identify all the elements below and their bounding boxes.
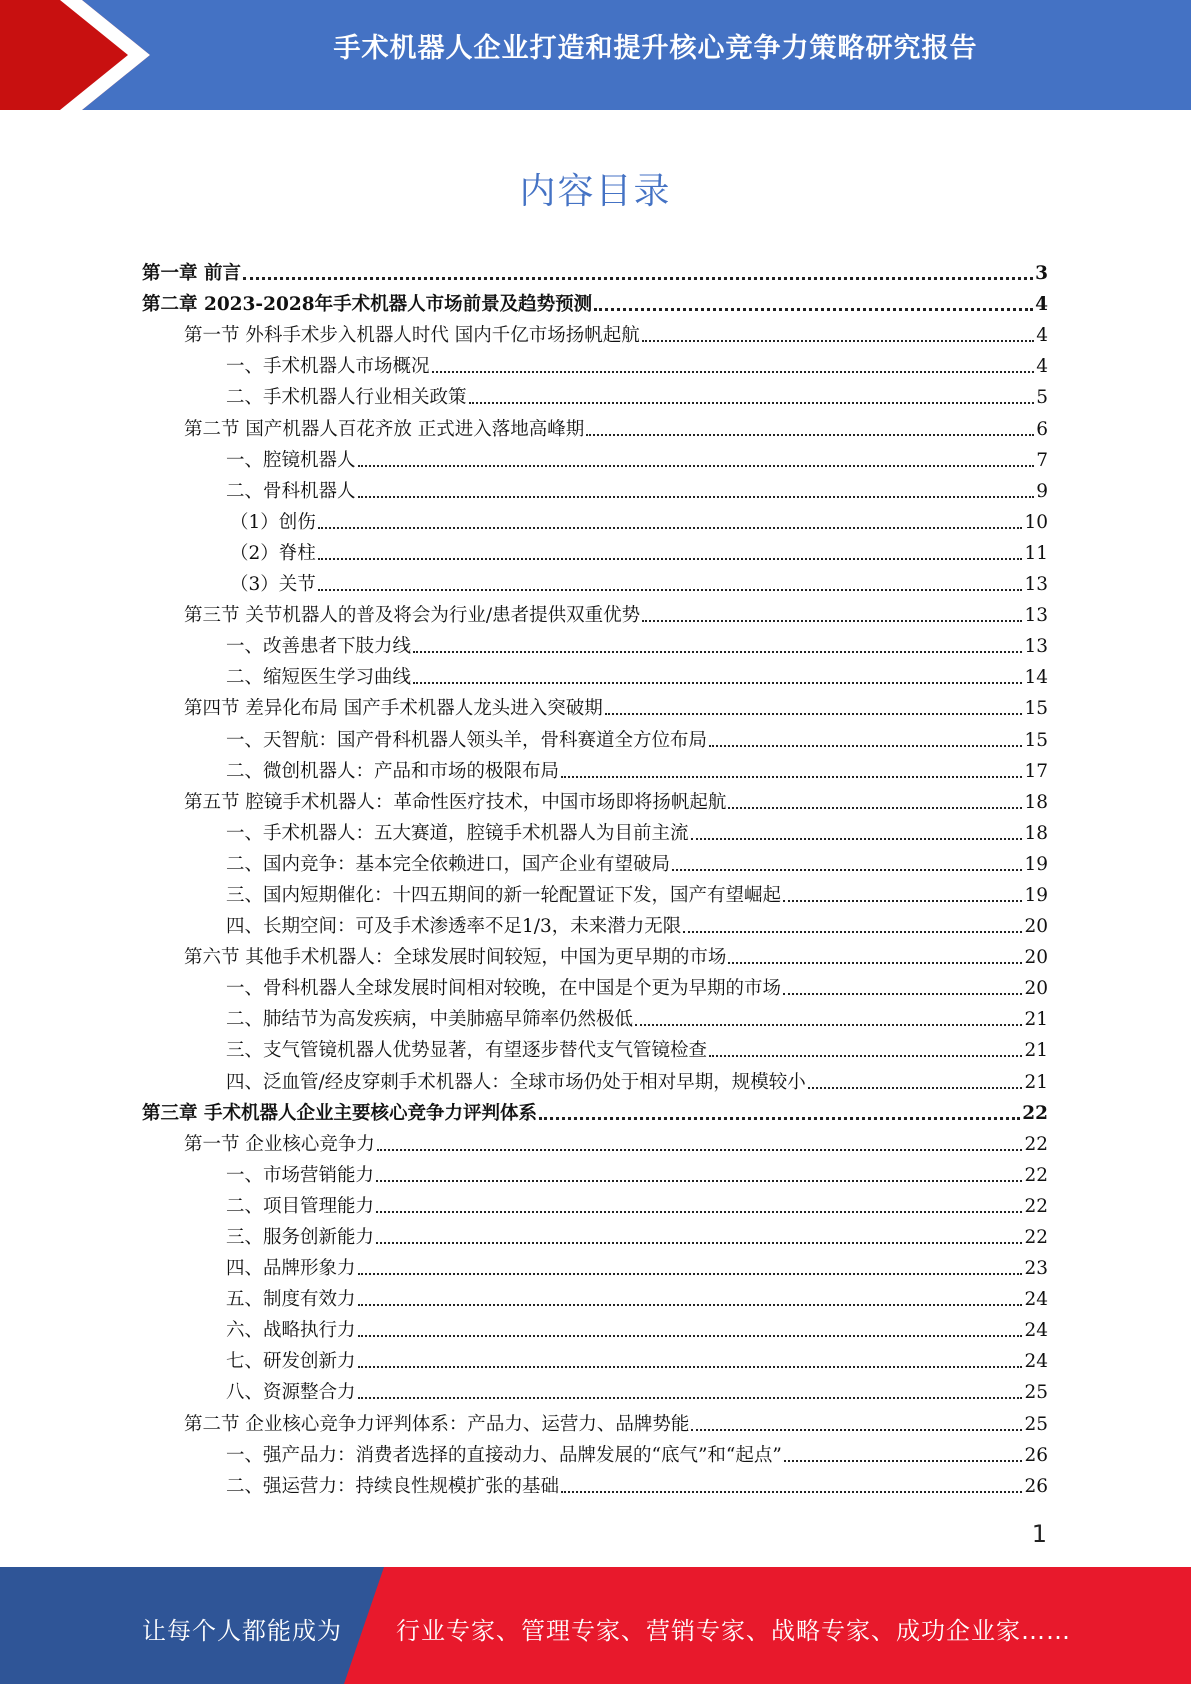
toc-entry-label: 一、腔镜机器人 [226,449,356,471]
toc-entry-label: 第五节 腔镜手术机器人：革命性医疗技术，中国市场即将扬帆起航 [184,791,727,813]
toc-entry[interactable] [142,876,1048,907]
toc-entry-label: 一、骨科机器人全球发展时间相对较晚，在中国是个更为早期的市场 [226,978,782,1000]
toc-entry-label: 第三章 手术机器人企业主要核心竞争力评判体系 [142,1102,537,1124]
toc-entry-page: 15 [1024,698,1048,720]
toc-entry-page: 4 [1036,356,1048,378]
toc-entry-page: 25 [1024,1413,1048,1435]
toc-entry-label: 二、骨科机器人 [226,480,356,502]
toc-entry[interactable] [142,752,1048,783]
toc-entry-label: 五、制度有效力 [226,1289,356,1311]
toc-entry[interactable] [142,1311,1048,1342]
toc-entry[interactable] [142,1342,1048,1373]
toc-entry[interactable] [142,1000,1048,1031]
toc-entry-page: 22 [1024,1195,1048,1217]
toc-entry-label: 二、强运营力：持续良性规模扩张的基础 [226,1475,560,1497]
toc-entry-label: 四、品牌形象力 [226,1258,356,1280]
toc-dot-leader [709,745,1022,747]
toc-dot-leader [709,1055,1022,1057]
toc-entry-page: 24 [1024,1289,1048,1311]
toc-entry-label: 一、天智航：国产骨科机器人领头羊，骨科赛道全方位布局 [226,729,708,751]
toc-entry-page: 14 [1024,667,1048,689]
toc-entry-page: 9 [1036,480,1048,502]
toc-entry-page: 5 [1036,387,1048,409]
toc-entry-page: 4 [1035,294,1048,316]
toc-entry-label: 二、国内竞争：基本完全依赖进口，国产企业有望破局 [226,853,671,875]
toc-entry-label: 第二节 国产机器人百花齐放 正式进入落地高峰期 [184,418,585,440]
toc-entry-page: 19 [1024,853,1048,875]
toc-entry[interactable] [142,565,1048,596]
toc-entry-label: 第四节 差异化布局 国产手术机器人龙头进入突破期 [184,698,603,720]
toc-entry-label: 第三节 关节机器人的普及将会为行业/患者提供双重优势 [184,605,641,627]
toc-entry-page: 7 [1036,449,1048,471]
toc-entry-label: （3）关节 [230,574,316,596]
toc-dot-leader [358,1397,1023,1399]
toc-entry[interactable] [142,658,1048,689]
toc-entry[interactable] [142,316,1048,347]
toc-dot-leader [358,1304,1023,1306]
toc-dot-leader [594,308,1033,311]
toc-entry-label: 二、缩短医生学习曲线 [226,667,412,689]
toc-entry-page: 18 [1024,791,1048,813]
toc-heading: 内容目录 [519,171,672,212]
toc-entry-page: 20 [1024,916,1048,938]
toc-entry-label: 一、强产品力：消费者选择的直接动力、品牌发展的“底气”和“起点” [226,1444,782,1466]
toc-dot-leader [413,651,1022,653]
toc-entry-page: 13 [1024,574,1048,596]
toc-dot-leader [243,277,1033,280]
toc-entry[interactable] [142,1249,1048,1280]
toc-entry[interactable] [142,845,1048,876]
toc-entry[interactable] [142,1467,1048,1498]
toc-entry[interactable] [142,1187,1048,1218]
footer-slogan-left: 让每个人都能成为 [142,1617,342,1645]
toc-entry[interactable] [142,347,1048,378]
toc-dot-leader [586,434,1034,436]
toc-dot-leader [413,682,1022,684]
toc-dot-leader [605,713,1023,715]
toc-entry-label: （2）脊柱 [230,542,316,564]
table-of-contents [142,254,1048,1498]
toc-entry-label: 第一章 前言 [142,263,241,285]
toc-entry-page: 10 [1024,511,1048,533]
toc-entry-page: 22 [1024,1164,1048,1186]
toc-entry-page: 13 [1024,605,1048,627]
toc-entry[interactable] [142,689,1048,720]
toc-entry-label: 第六节 其他手术机器人：全球发展时间较短，中国为更早期的市场 [184,947,727,969]
toc-dot-leader [358,465,1035,467]
toc-entry[interactable] [142,1218,1048,1249]
toc-entry[interactable] [142,441,1048,472]
toc-entry-page: 3 [1035,263,1048,285]
toc-dot-leader [358,1335,1023,1337]
toc-dot-leader [783,993,1022,995]
toc-entry-page: 22 [1024,1133,1048,1155]
toc-dot-leader [376,1242,1022,1244]
toc-entry-page: 24 [1024,1351,1048,1373]
toc-dot-leader [635,1024,1022,1026]
toc-entry[interactable] [142,814,1048,845]
toc-entry-label: 二、微创机器人：产品和市场的极限布局 [226,760,560,782]
toc-entry[interactable] [142,1280,1048,1311]
toc-entry-label: 六、战略执行力 [226,1320,356,1342]
toc-entry[interactable] [142,254,1048,285]
toc-dot-leader [561,776,1022,778]
toc-entry-label: 二、项目管理能力 [226,1195,375,1217]
toc-dot-leader [683,931,1022,933]
toc-entry-label: 八、资源整合力 [226,1382,356,1404]
toc-dot-leader [728,807,1022,809]
toc-dot-leader [672,869,1022,871]
toc-entry-label: 二、肺结节为高发疾病，中美肺癌早筛率仍然极低 [226,1009,634,1031]
toc-dot-leader [691,1429,1022,1431]
toc-dot-leader [539,1117,1020,1120]
toc-entry-page: 11 [1024,542,1048,564]
toc-entry-label: 第二节 企业核心竞争力评判体系：产品力、运营力、品牌势能 [184,1413,690,1435]
toc-entry[interactable] [142,1062,1048,1093]
toc-dot-leader [358,1366,1023,1368]
toc-dot-leader [318,558,1023,560]
toc-dot-leader [783,900,1022,902]
toc-entry[interactable] [142,378,1048,409]
toc-dot-leader [358,496,1035,498]
toc-dot-leader [376,1180,1022,1182]
toc-dot-leader [691,838,1023,840]
toc-entry-page: 21 [1024,1009,1048,1031]
toc-entry[interactable] [142,1125,1048,1156]
toc-entry-page: 4 [1036,325,1048,347]
toc-entry-label: 二、手术机器人行业相关政策 [226,387,467,409]
toc-entry-page: 23 [1024,1258,1048,1280]
toc-dot-leader [561,1491,1022,1493]
toc-entry-label: 第一节 外科手术步入机器人时代 国内千亿市场扬帆起航 [184,325,640,347]
toc-dot-leader [642,620,1022,622]
toc-entry-label: 一、改善患者下肢力线 [226,636,412,658]
toc-entry-page: 26 [1024,1475,1048,1497]
toc-entry[interactable] [142,1156,1048,1187]
toc-entry-page: 17 [1024,760,1048,782]
toc-entry-page: 6 [1036,418,1048,440]
toc-entry-label: （1）创伤 [230,511,316,533]
toc-entry[interactable] [142,1436,1048,1467]
toc-dot-leader [469,402,1035,404]
toc-entry[interactable] [142,285,1048,316]
toc-entry[interactable] [142,720,1048,751]
toc-entry-page: 22 [1024,1227,1048,1248]
toc-entry-page: 22 [1022,1102,1048,1124]
toc-entry[interactable] [142,783,1048,814]
header-banner [0,0,1191,110]
toc-entry-page: 20 [1024,978,1048,1000]
toc-entry[interactable] [142,503,1048,534]
toc-dot-leader [318,527,1023,529]
toc-entry-label: 七、研发创新力 [226,1351,356,1373]
toc-entry-label: 一、手术机器人市场概况 [226,356,430,378]
toc-entry-page: 15 [1024,729,1048,751]
toc-entry-label: 三、服务创新能力 [226,1227,375,1248]
toc-entry[interactable] [142,1094,1048,1125]
toc-entry[interactable] [142,1404,1048,1435]
toc-entry-label: 一、市场营销能力 [226,1164,375,1186]
header-arrow-decoration [0,0,150,110]
footer-banner [0,1567,1191,1684]
toc-dot-leader [784,1460,1023,1462]
toc-entry[interactable] [142,1373,1048,1404]
toc-entry[interactable] [142,907,1048,938]
toc-entry-page: 25 [1024,1382,1048,1404]
toc-entry-label: 三、国内短期催化：十四五期间的新一轮配置证下发，国产有望崛起 [226,884,782,906]
toc-dot-leader [728,962,1022,964]
footer-slogan-right: 行业专家、管理专家、营销专家、战略专家、成功企业家…… [396,1617,1071,1645]
toc-entry-page: 21 [1024,1071,1048,1093]
toc-entry-label: 四、长期空间：可及手术渗透率不足1/3，未来潜力无限 [226,916,682,938]
toc-entry[interactable] [142,938,1048,969]
toc-entry-label: 第二章 2023-2028年手术机器人市场前景及趋势预测 [142,294,593,316]
toc-entry[interactable] [142,409,1048,440]
toc-entry[interactable] [142,1031,1048,1062]
toc-dot-leader [318,589,1023,591]
toc-entry[interactable] [142,596,1048,627]
toc-entry-label: 四、泛血管/经皮穿刺手术机器人：全球市场仍处于相对早期，规模较小 [226,1071,806,1093]
toc-entry-page: 20 [1024,947,1048,969]
toc-entry[interactable] [142,969,1048,1000]
toc-entry-page: 19 [1024,884,1048,906]
toc-dot-leader [376,1211,1022,1213]
page-number: 1 [1031,1520,1047,1548]
toc-dot-leader [642,340,1034,342]
toc-entry-label: 三、支气管镜机器人优势显著，有望逐步替代支气管镜检查 [226,1040,708,1062]
toc-entry-label: 一、手术机器人：五大赛道，腔镜手术机器人为目前主流 [226,822,689,844]
toc-entry[interactable] [142,472,1048,503]
toc-entry-label: 第一节 企业核心竞争力 [184,1133,375,1155]
toc-entry-page: 21 [1024,1040,1048,1062]
toc-entry[interactable] [142,627,1048,658]
toc-dot-leader [358,1273,1023,1275]
toc-entry-page: 24 [1024,1320,1048,1342]
toc-dot-leader [808,1087,1023,1089]
toc-dot-leader [432,371,1035,373]
toc-entry-page: 18 [1024,822,1048,844]
toc-entry-page: 13 [1024,636,1048,658]
toc-entry[interactable] [142,534,1048,565]
toc-dot-leader [377,1149,1023,1151]
toc-entry-page: 26 [1024,1444,1048,1466]
report-title: 手术机器人企业打造和提升核心竞争力策略研究报告 [333,33,978,64]
